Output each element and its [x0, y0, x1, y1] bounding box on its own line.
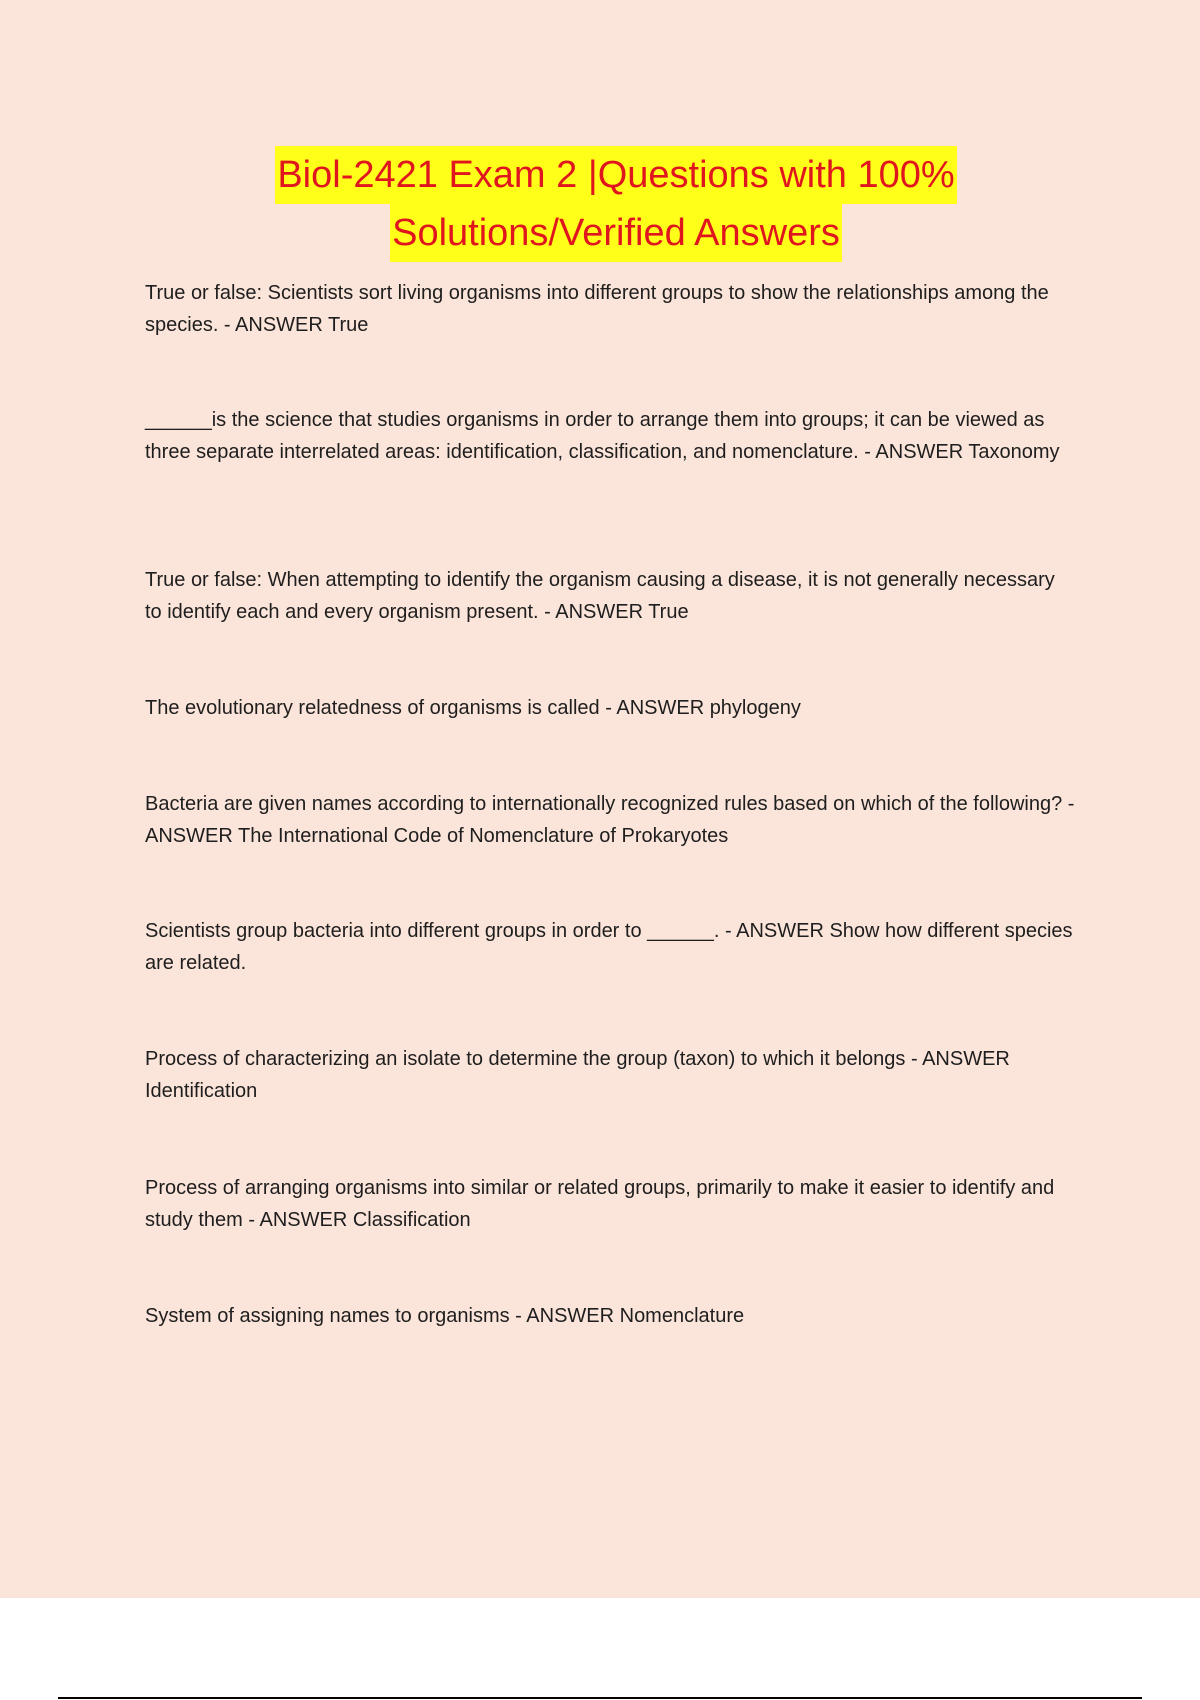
qa-item: Process of arranging organisms into similar or related groups, primarily to make it easier to identify and study them - ANSWER Classification: [145, 1177, 1055, 1231]
title-line-1: Biol-2421 Exam 2 |Questions with 100%: [275, 146, 956, 204]
qa-item: Scientists group bacteria into different groups in order to ______. - ANSWER Show how different species are related.: [145, 920, 1073, 974]
qa-item: True or false: When attempting to identify the organism causing a disease, it is not generally necessary to identify each and every organism present. - ANSWER True: [145, 569, 1055, 623]
qa-item: ______is the science that studies organisms in order to arrange them into groups; it can be viewed as three separate interrelated areas: identification, classification, and nomenclature. - ANSWER Taxonomy: [145, 409, 1060, 463]
qa-item: Bacteria are given names according to internationally recognized rules based on which of the following? - ANSWER The International Code of Nomenclature of Prokaryotes: [145, 793, 1075, 847]
qa-item: System of assigning names to organisms - ANSWER Nomenclature: [145, 1305, 745, 1327]
page-divider: [58, 1697, 1142, 1699]
qa-item: The evolutionary relatedness of organisms is called - ANSWER phylogeny: [145, 697, 801, 719]
title-line-2: Solutions/Verified Answers: [390, 204, 842, 262]
qa-item: Process of characterizing an isolate to determine the group (taxon) to which it belongs - ANSWER Identification: [145, 1048, 1010, 1102]
qa-item: True or false: Scientists sort living organisms into different groups to show the relationships among the species. - ANSWER True: [145, 282, 1049, 336]
document-title: [0, 146, 1200, 262]
